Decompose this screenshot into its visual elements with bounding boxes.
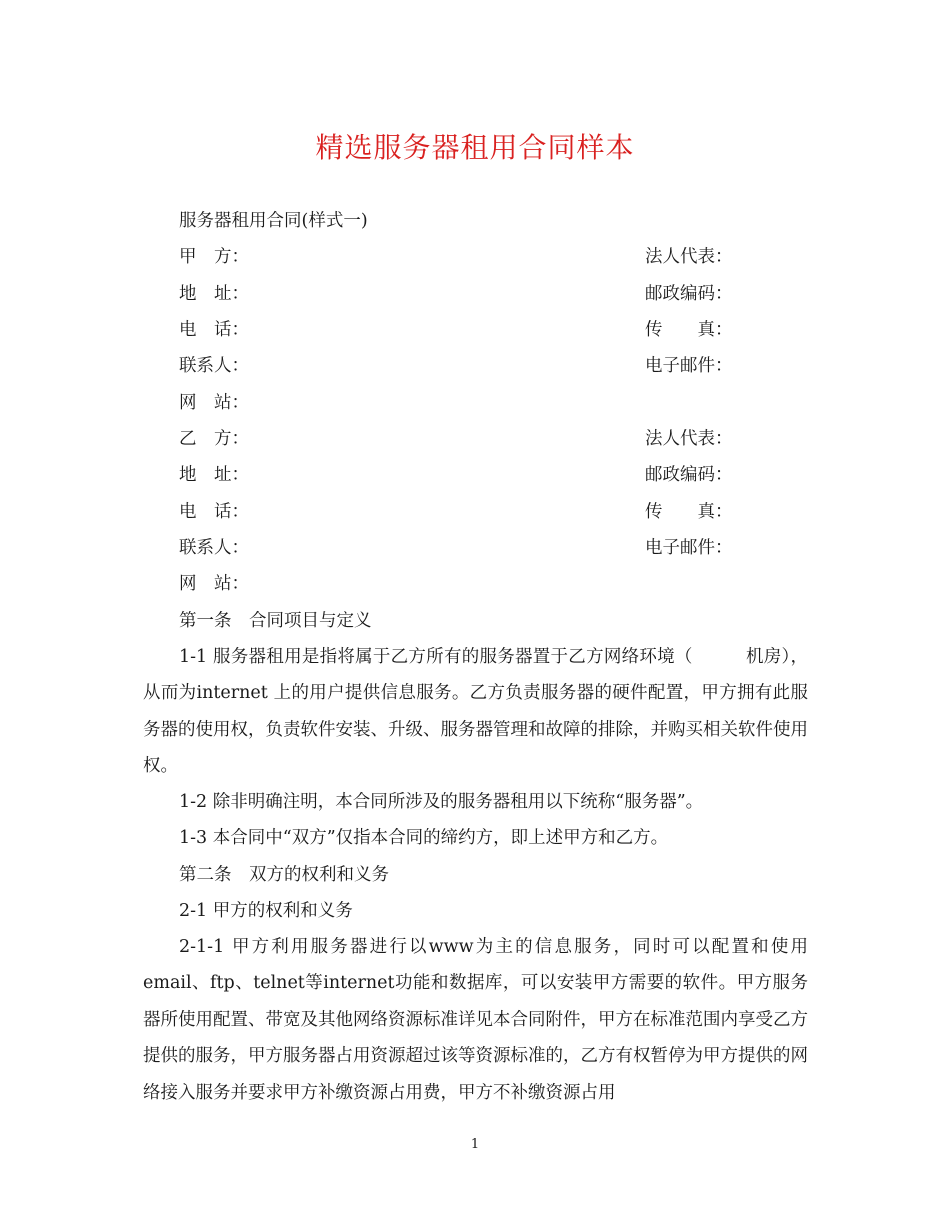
article-2-heading: 第二条 双方的权利和义务: [179, 865, 389, 885]
party-b-website-label: 网 站：: [179, 574, 249, 594]
clause-1-3: 1-3 本合同中“双方”仅指本合同的缔约方，即上述甲方和乙方。: [179, 828, 669, 848]
party-a-email-label: 电子邮件：: [645, 356, 733, 376]
clause-2-1: 2-1 甲方的权利和义务: [179, 901, 353, 921]
clause-1-1: 1-1 服务器租用是指将属于乙方所有的服务器置于乙方网络环境（ 机房），从而为internet 上的用户提供信息服务。乙方负责服务器的硬件配置，甲方拥有此服务器的使用权，负责软件安装、升级、服务器管理和故障的排除，并购买相关软件使用权。: [143, 647, 808, 777]
party-a-label: 甲 方：: [179, 247, 249, 267]
party-a-contact-label: 联系人：: [179, 356, 249, 376]
clause-1-2: 1-2 除非明确注明，本合同所涉及的服务器租用以下统称“服务器”。: [179, 792, 704, 812]
clause-2-1-1: 2-1-1 甲方利用服务器进行以www为主的信息服务，同时可以配置和使用email、ftp、telnet等internet功能和数据库，可以安装甲方需要的软件。甲方服务器所使用配置、带宽及其他网络资源标准详见本合同附件，甲方在标准范围内享受乙方提供的服务，甲方服务器占用资源超过该等资源标准的，乙方有权暂停为甲方提供的网络接入服务并要求甲方补缴资源占用费，甲方不补缴资源占用: [143, 937, 808, 1103]
party-a-website-label: 网 站：: [179, 393, 249, 413]
party-b-postcode-label: 邮政编码：: [645, 465, 733, 485]
contract-subtitle: 服务器租用合同(样式一): [179, 211, 368, 231]
party-a-phone-label: 电 话：: [179, 320, 249, 340]
article-1-heading: 第一条 合同项目与定义: [179, 611, 372, 631]
party-b-legal-rep-label: 法人代表：: [645, 429, 733, 449]
party-b-address-label: 地 址：: [179, 465, 249, 485]
party-a-legal-rep-label: 法人代表：: [645, 247, 733, 267]
party-b-phone-label: 电 话：: [179, 502, 249, 522]
party-b-fax-label: 传 真：: [645, 502, 733, 522]
party-a-postcode-label: 邮政编码：: [645, 284, 733, 304]
party-b-contact-label: 联系人：: [179, 538, 249, 558]
party-a-fax-label: 传 真：: [645, 320, 733, 340]
party-a-address-label: 地 址：: [179, 284, 249, 304]
page-number: 1: [470, 1137, 480, 1152]
document-title: 精选服务器租用合同样本: [315, 131, 635, 164]
party-b-email-label: 电子邮件：: [645, 538, 733, 558]
party-b-label: 乙 方：: [179, 429, 249, 449]
